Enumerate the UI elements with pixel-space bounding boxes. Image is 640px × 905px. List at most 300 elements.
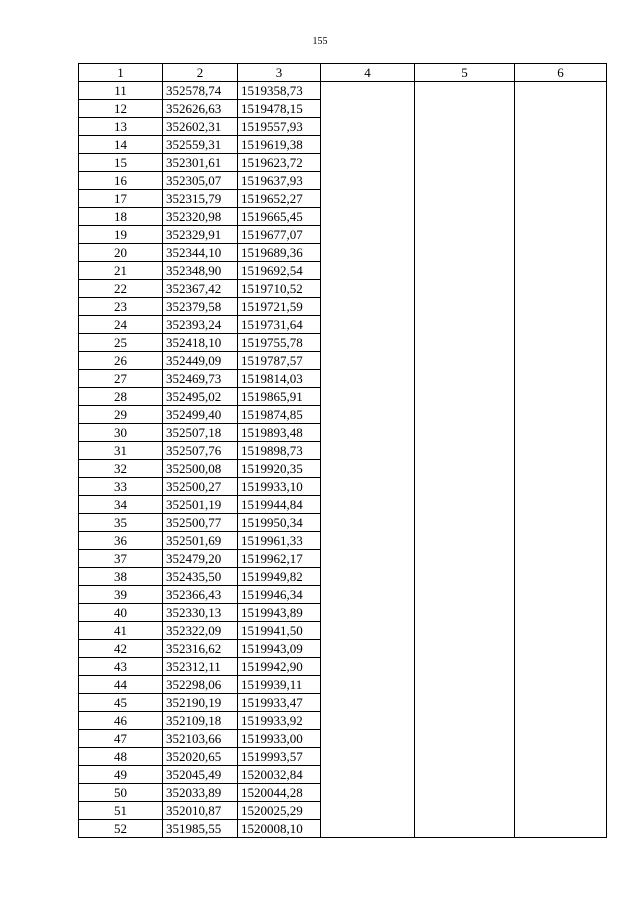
empty-cell [515, 172, 607, 190]
empty-cell [415, 118, 515, 136]
empty-cell [321, 190, 415, 208]
empty-cell [321, 208, 415, 226]
x-coordinate-cell: 352329,91 [163, 226, 238, 244]
empty-cell [515, 550, 607, 568]
table-row [79, 406, 607, 424]
empty-cell [321, 694, 415, 712]
point-number-cell: 35 [79, 514, 163, 532]
column-header: 6 [515, 64, 607, 82]
x-coordinate-cell: 352559,31 [163, 136, 238, 154]
y-coordinate-cell: 1519942,90 [238, 658, 321, 676]
x-coordinate-cell: 352109,18 [163, 712, 238, 730]
empty-cell [515, 352, 607, 370]
empty-cell [415, 316, 515, 334]
point-number-cell: 26 [79, 352, 163, 370]
empty-cell [321, 712, 415, 730]
column-header: 5 [415, 64, 515, 82]
empty-cell [321, 352, 415, 370]
x-coordinate-cell: 352320,98 [163, 208, 238, 226]
y-coordinate-cell: 1519933,47 [238, 694, 321, 712]
empty-cell [515, 514, 607, 532]
empty-cell [515, 280, 607, 298]
y-coordinate-cell: 1519637,93 [238, 172, 321, 190]
table-row [79, 244, 607, 262]
y-coordinate-cell: 1520032,84 [238, 766, 321, 784]
empty-cell [321, 244, 415, 262]
y-coordinate-cell: 1519652,27 [238, 190, 321, 208]
y-coordinate-cell: 1520025,29 [238, 802, 321, 820]
table-row [79, 298, 607, 316]
y-coordinate-cell: 1519944,84 [238, 496, 321, 514]
empty-cell [321, 370, 415, 388]
point-number-cell: 49 [79, 766, 163, 784]
empty-cell [515, 316, 607, 334]
empty-cell [415, 604, 515, 622]
table-row [79, 640, 607, 658]
empty-cell [515, 784, 607, 802]
table-body [79, 82, 607, 838]
point-number-cell: 38 [79, 568, 163, 586]
point-number-cell: 37 [79, 550, 163, 568]
y-coordinate-cell: 1519939,11 [238, 676, 321, 694]
point-number-cell: 28 [79, 388, 163, 406]
x-coordinate-cell: 352020,65 [163, 748, 238, 766]
empty-cell [321, 766, 415, 784]
empty-cell [515, 370, 607, 388]
empty-cell [515, 694, 607, 712]
y-coordinate-cell: 1519943,89 [238, 604, 321, 622]
x-coordinate-cell: 352500,77 [163, 514, 238, 532]
point-number-cell: 11 [79, 82, 163, 100]
x-coordinate-cell: 352435,50 [163, 568, 238, 586]
point-number-cell: 48 [79, 748, 163, 766]
empty-cell [415, 568, 515, 586]
empty-cell [321, 406, 415, 424]
empty-cell [321, 154, 415, 172]
y-coordinate-cell: 1519950,34 [238, 514, 321, 532]
table-row [79, 172, 607, 190]
y-coordinate-cell: 1519689,36 [238, 244, 321, 262]
empty-cell [415, 100, 515, 118]
empty-cell [515, 640, 607, 658]
y-coordinate-cell: 1519814,03 [238, 370, 321, 388]
empty-cell [515, 118, 607, 136]
page-number: 155 [312, 36, 328, 47]
empty-cell [415, 478, 515, 496]
y-coordinate-cell: 1519993,57 [238, 748, 321, 766]
empty-cell [321, 298, 415, 316]
empty-cell [515, 730, 607, 748]
empty-cell [515, 334, 607, 352]
empty-cell [415, 640, 515, 658]
point-number-cell: 47 [79, 730, 163, 748]
table-row [79, 316, 607, 334]
x-coordinate-cell: 352301,61 [163, 154, 238, 172]
x-coordinate-cell: 352500,08 [163, 460, 238, 478]
empty-cell [515, 244, 607, 262]
x-coordinate-cell: 352479,20 [163, 550, 238, 568]
table-row [79, 784, 607, 802]
empty-cell [515, 766, 607, 784]
empty-cell [415, 190, 515, 208]
empty-cell [415, 244, 515, 262]
empty-cell [415, 406, 515, 424]
x-coordinate-cell: 352103,66 [163, 730, 238, 748]
table-row [79, 136, 607, 154]
empty-cell [415, 298, 515, 316]
table-row [79, 820, 607, 838]
empty-cell [321, 748, 415, 766]
table-row [79, 388, 607, 406]
x-coordinate-cell: 352626,63 [163, 100, 238, 118]
point-number-cell: 40 [79, 604, 163, 622]
table-row [79, 766, 607, 784]
empty-cell [321, 586, 415, 604]
table-row [79, 748, 607, 766]
empty-cell [415, 550, 515, 568]
empty-cell [415, 496, 515, 514]
table-row [79, 280, 607, 298]
empty-cell [321, 658, 415, 676]
y-coordinate-cell: 1519865,91 [238, 388, 321, 406]
empty-cell [321, 640, 415, 658]
y-coordinate-cell: 1519731,64 [238, 316, 321, 334]
coordinates-table [78, 63, 607, 838]
y-coordinate-cell: 1519557,93 [238, 118, 321, 136]
point-number-cell: 33 [79, 478, 163, 496]
y-coordinate-cell: 1519933,92 [238, 712, 321, 730]
empty-cell [415, 730, 515, 748]
empty-cell [321, 622, 415, 640]
empty-cell [415, 370, 515, 388]
y-coordinate-cell: 1519478,15 [238, 100, 321, 118]
empty-cell [415, 334, 515, 352]
x-coordinate-cell: 351985,55 [163, 820, 238, 838]
x-coordinate-cell: 352033,89 [163, 784, 238, 802]
point-number-cell: 43 [79, 658, 163, 676]
table-row [79, 334, 607, 352]
x-coordinate-cell: 352322,09 [163, 622, 238, 640]
y-coordinate-cell: 1519962,17 [238, 550, 321, 568]
empty-cell [415, 82, 515, 100]
point-number-cell: 18 [79, 208, 163, 226]
table-row [79, 262, 607, 280]
point-number-cell: 31 [79, 442, 163, 460]
y-coordinate-cell: 1519961,33 [238, 532, 321, 550]
y-coordinate-cell: 1519933,00 [238, 730, 321, 748]
point-number-cell: 51 [79, 802, 163, 820]
x-coordinate-cell: 352499,40 [163, 406, 238, 424]
empty-cell [515, 442, 607, 460]
empty-cell [515, 406, 607, 424]
y-coordinate-cell: 1519893,48 [238, 424, 321, 442]
empty-cell [321, 478, 415, 496]
y-coordinate-cell: 1520044,28 [238, 784, 321, 802]
empty-cell [515, 532, 607, 550]
point-number-cell: 30 [79, 424, 163, 442]
empty-cell [321, 730, 415, 748]
point-number-cell: 24 [79, 316, 163, 334]
empty-cell [415, 658, 515, 676]
x-coordinate-cell: 352010,87 [163, 802, 238, 820]
y-coordinate-cell: 1519721,59 [238, 298, 321, 316]
empty-cell [415, 154, 515, 172]
empty-cell [321, 550, 415, 568]
table-row [79, 550, 607, 568]
table-row [79, 496, 607, 514]
table-header-row [79, 64, 607, 82]
y-coordinate-cell: 1519898,73 [238, 442, 321, 460]
x-coordinate-cell: 352469,73 [163, 370, 238, 388]
point-number-cell: 12 [79, 100, 163, 118]
table-row [79, 154, 607, 172]
empty-cell [321, 388, 415, 406]
empty-cell [515, 424, 607, 442]
table-row [79, 694, 607, 712]
empty-cell [415, 622, 515, 640]
empty-cell [321, 802, 415, 820]
x-coordinate-cell: 352393,24 [163, 316, 238, 334]
table-row [79, 730, 607, 748]
y-coordinate-cell: 1519874,85 [238, 406, 321, 424]
y-coordinate-cell: 1519933,10 [238, 478, 321, 496]
point-number-cell: 41 [79, 622, 163, 640]
table-row [79, 676, 607, 694]
point-number-cell: 52 [79, 820, 163, 838]
y-coordinate-cell: 1520008,10 [238, 820, 321, 838]
empty-cell [321, 442, 415, 460]
empty-cell [321, 784, 415, 802]
x-coordinate-cell: 352298,06 [163, 676, 238, 694]
point-number-cell: 23 [79, 298, 163, 316]
x-coordinate-cell: 352315,79 [163, 190, 238, 208]
point-number-cell: 36 [79, 532, 163, 550]
point-number-cell: 29 [79, 406, 163, 424]
empty-cell [321, 676, 415, 694]
x-coordinate-cell: 352190,19 [163, 694, 238, 712]
x-coordinate-cell: 352501,69 [163, 532, 238, 550]
empty-cell [321, 424, 415, 442]
empty-cell [415, 208, 515, 226]
empty-cell [321, 82, 415, 100]
empty-cell [515, 496, 607, 514]
empty-cell [415, 586, 515, 604]
empty-cell [415, 442, 515, 460]
y-coordinate-cell: 1519665,45 [238, 208, 321, 226]
empty-cell [321, 460, 415, 478]
empty-cell [321, 604, 415, 622]
table-row [79, 712, 607, 730]
table-row [79, 478, 607, 496]
empty-cell [415, 388, 515, 406]
point-number-cell: 27 [79, 370, 163, 388]
column-header: 2 [163, 64, 238, 82]
empty-cell [415, 784, 515, 802]
empty-cell [415, 136, 515, 154]
y-coordinate-cell: 1519692,54 [238, 262, 321, 280]
x-coordinate-cell: 352330,13 [163, 604, 238, 622]
point-number-cell: 16 [79, 172, 163, 190]
point-number-cell: 45 [79, 694, 163, 712]
empty-cell [515, 712, 607, 730]
empty-cell [515, 748, 607, 766]
empty-cell [415, 676, 515, 694]
empty-cell [415, 820, 515, 838]
empty-cell [321, 118, 415, 136]
empty-cell [321, 568, 415, 586]
empty-cell [515, 676, 607, 694]
empty-cell [321, 514, 415, 532]
column-header: 3 [238, 64, 321, 82]
x-coordinate-cell: 352507,76 [163, 442, 238, 460]
table-row [79, 208, 607, 226]
x-coordinate-cell: 352449,09 [163, 352, 238, 370]
x-coordinate-cell: 352366,43 [163, 586, 238, 604]
point-number-cell: 50 [79, 784, 163, 802]
empty-cell [415, 262, 515, 280]
table-row [79, 82, 607, 100]
y-coordinate-cell: 1519946,34 [238, 586, 321, 604]
x-coordinate-cell: 352367,42 [163, 280, 238, 298]
point-number-cell: 14 [79, 136, 163, 154]
empty-cell [515, 136, 607, 154]
table-row [79, 424, 607, 442]
x-coordinate-cell: 352418,10 [163, 334, 238, 352]
table-row [79, 100, 607, 118]
x-coordinate-cell: 352379,58 [163, 298, 238, 316]
empty-cell [515, 622, 607, 640]
empty-cell [415, 172, 515, 190]
empty-cell [321, 532, 415, 550]
y-coordinate-cell: 1519920,35 [238, 460, 321, 478]
table-row [79, 658, 607, 676]
x-coordinate-cell: 352305,07 [163, 172, 238, 190]
empty-cell [515, 208, 607, 226]
empty-cell [515, 568, 607, 586]
empty-cell [515, 100, 607, 118]
empty-cell [321, 136, 415, 154]
empty-cell [415, 532, 515, 550]
empty-cell [415, 766, 515, 784]
y-coordinate-cell: 1519787,57 [238, 352, 321, 370]
x-coordinate-cell: 352578,74 [163, 82, 238, 100]
empty-cell [321, 172, 415, 190]
point-number-cell: 39 [79, 586, 163, 604]
x-coordinate-cell: 352500,27 [163, 478, 238, 496]
y-coordinate-cell: 1519941,50 [238, 622, 321, 640]
empty-cell [515, 298, 607, 316]
table-row [79, 370, 607, 388]
empty-cell [321, 496, 415, 514]
y-coordinate-cell: 1519710,52 [238, 280, 321, 298]
empty-cell [515, 460, 607, 478]
table-row [79, 190, 607, 208]
empty-cell [321, 262, 415, 280]
empty-cell [515, 388, 607, 406]
table-row [79, 622, 607, 640]
table-row [79, 442, 607, 460]
empty-cell [321, 100, 415, 118]
x-coordinate-cell: 352316,62 [163, 640, 238, 658]
empty-cell [415, 226, 515, 244]
point-number-cell: 22 [79, 280, 163, 298]
empty-cell [415, 424, 515, 442]
empty-cell [321, 334, 415, 352]
point-number-cell: 25 [79, 334, 163, 352]
empty-cell [515, 478, 607, 496]
empty-cell [515, 190, 607, 208]
y-coordinate-cell: 1519949,82 [238, 568, 321, 586]
table-row [79, 118, 607, 136]
point-number-cell: 46 [79, 712, 163, 730]
table-row [79, 460, 607, 478]
empty-cell [515, 226, 607, 244]
table-row [79, 568, 607, 586]
empty-cell [321, 226, 415, 244]
column-header: 1 [79, 64, 163, 82]
empty-cell [515, 604, 607, 622]
y-coordinate-cell: 1519619,38 [238, 136, 321, 154]
point-number-cell: 44 [79, 676, 163, 694]
empty-cell [515, 262, 607, 280]
point-number-cell: 15 [79, 154, 163, 172]
empty-cell [415, 712, 515, 730]
x-coordinate-cell: 352602,31 [163, 118, 238, 136]
x-coordinate-cell: 352344,10 [163, 244, 238, 262]
point-number-cell: 19 [79, 226, 163, 244]
x-coordinate-cell: 352501,19 [163, 496, 238, 514]
empty-cell [515, 802, 607, 820]
point-number-cell: 20 [79, 244, 163, 262]
x-coordinate-cell: 352045,49 [163, 766, 238, 784]
point-number-cell: 21 [79, 262, 163, 280]
empty-cell [415, 514, 515, 532]
x-coordinate-cell: 352507,18 [163, 424, 238, 442]
y-coordinate-cell: 1519677,07 [238, 226, 321, 244]
x-coordinate-cell: 352495,02 [163, 388, 238, 406]
empty-cell [515, 820, 607, 838]
empty-cell [321, 820, 415, 838]
y-coordinate-cell: 1519755,78 [238, 334, 321, 352]
table-row [79, 226, 607, 244]
empty-cell [415, 802, 515, 820]
y-coordinate-cell: 1519358,73 [238, 82, 321, 100]
x-coordinate-cell: 352312,11 [163, 658, 238, 676]
y-coordinate-cell: 1519623,72 [238, 154, 321, 172]
table-row [79, 604, 607, 622]
table-row [79, 586, 607, 604]
empty-cell [415, 352, 515, 370]
point-number-cell: 17 [79, 190, 163, 208]
empty-cell [515, 82, 607, 100]
empty-cell [415, 280, 515, 298]
empty-cell [515, 658, 607, 676]
y-coordinate-cell: 1519943,09 [238, 640, 321, 658]
point-number-cell: 42 [79, 640, 163, 658]
table-row [79, 532, 607, 550]
point-number-cell: 32 [79, 460, 163, 478]
empty-cell [321, 280, 415, 298]
empty-cell [415, 694, 515, 712]
empty-cell [415, 748, 515, 766]
table-row [79, 352, 607, 370]
point-number-cell: 34 [79, 496, 163, 514]
x-coordinate-cell: 352348,90 [163, 262, 238, 280]
empty-cell [415, 460, 515, 478]
empty-cell [515, 154, 607, 172]
point-number-cell: 13 [79, 118, 163, 136]
table-row [79, 802, 607, 820]
